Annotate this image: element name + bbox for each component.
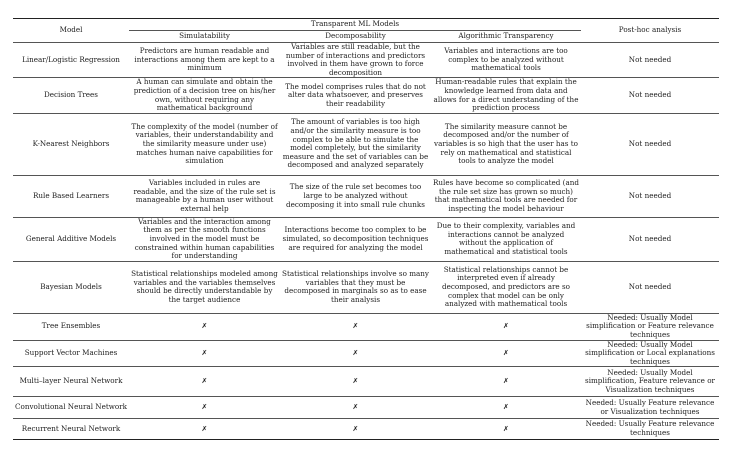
posthoc-cell: Not needed <box>581 217 719 261</box>
posthoc-cell: Not needed <box>581 78 719 113</box>
algorithmic-cell: Variables and interactions are too complex to be analyzed without mathematical tools <box>431 43 581 78</box>
model-name: Linear/Logistic Regression <box>13 43 129 78</box>
posthoc-cell: Not needed <box>581 175 719 217</box>
table-row <box>13 367 719 397</box>
header-simulatability: Simulatability <box>129 31 280 43</box>
header-transparent-models: Transparent ML Models <box>129 19 581 31</box>
cross-mark: ✗ <box>431 367 581 397</box>
model-name: Convolutional Neural Network <box>13 397 129 419</box>
cross-mark: ✗ <box>129 397 280 419</box>
simulatability-cell: Statistical relationships modeled among variables and the variables themselves should be directly understandable by the target audience <box>129 261 280 313</box>
algorithmic-cell: Human-readable rules that explain the knowledge learned from data and allows for a direct understanding of the prediction process <box>431 78 581 113</box>
simulatability-cell: Variables and the interaction among them as per the smooth functions involved in the model must be constrained within human capabilities for understanding <box>129 217 280 261</box>
decomposability-cell: The model comprises rules that do not alter data whatsoever, and preserves their readability <box>280 78 431 113</box>
model-name: Decision Trees <box>13 78 129 113</box>
table-row <box>13 397 719 419</box>
posthoc-cell: Not needed <box>581 113 719 175</box>
posthoc-cell: Needed: Usually Feature relevance techniques <box>581 418 719 440</box>
table-row <box>13 175 719 217</box>
cross-mark: ✗ <box>129 418 280 440</box>
simulatability-cell: The complexity of the model (number of variables, their understandability and the similarity measure under use) matches human naive capabilities for simulation <box>129 113 280 175</box>
table-row <box>13 217 719 261</box>
decomposability-cell: The size of the rule set becomes too large to be analyzed without decomposing it into small rule chunks <box>280 175 431 217</box>
table-row <box>13 340 719 367</box>
algorithmic-cell: Due to their complexity, variables and interactions cannot be analyzed without the application of mathematical and statistical tools <box>431 217 581 261</box>
model-name: Tree Ensembles <box>13 313 129 340</box>
posthoc-cell: Needed: Usually Model simplification or Feature relevance techniques <box>581 313 719 340</box>
decomposability-cell: Interactions become too complex to be simulated, so decomposition techniques are required for analyzing the model <box>280 217 431 261</box>
cross-mark: ✗ <box>129 340 280 367</box>
cross-mark: ✗ <box>280 340 431 367</box>
decomposability-cell: Variables are still readable, but the number of interactions and predictors involved in them have grown to force decomposition <box>280 43 431 78</box>
model-name: Bayesian Models <box>13 261 129 313</box>
cross-mark: ✗ <box>431 418 581 440</box>
header-algorithmic: Algorithmic Transparency <box>431 31 581 43</box>
cross-mark: ✗ <box>129 313 280 340</box>
model-name: General Additive Models <box>13 217 129 261</box>
model-name: Support Vector Machines <box>13 340 129 367</box>
table-row <box>13 313 719 340</box>
header-decomposability: Decomposability <box>280 31 431 43</box>
ml-transparency-table <box>13 18 719 440</box>
cross-mark: ✗ <box>280 418 431 440</box>
table-row <box>13 261 719 313</box>
model-name: Rule Based Learners <box>13 175 129 217</box>
cross-mark: ✗ <box>129 367 280 397</box>
cross-mark: ✗ <box>280 397 431 419</box>
model-name: Recurrent Neural Network <box>13 418 129 440</box>
cross-mark: ✗ <box>431 397 581 419</box>
posthoc-cell: Needed: Usually Feature relevance or Visualization techniques <box>581 397 719 419</box>
posthoc-cell: Needed: Usually Model simplification, Feature relevance or Visualization techniques <box>581 367 719 397</box>
cross-mark: ✗ <box>280 313 431 340</box>
algorithmic-cell: The similarity measure cannot be decomposed and/or the number of variables is so high that the user has to rely on mathematical and statistical tools to analyze the model <box>431 113 581 175</box>
cross-mark: ✗ <box>280 367 431 397</box>
algorithmic-cell: Statistical relationships cannot be interpreted even if already decomposed, and predictors are so complex that model can be only analyzed with mathematical tools <box>431 261 581 313</box>
model-name: Multi–layer Neural Network <box>13 367 129 397</box>
decomposability-cell: Statistical relationships involve so many variables that they must be decomposed in marginals so as to ease their analysis <box>280 261 431 313</box>
simulatability-cell: Variables included in rules are readable, and the size of the rule set is manageable by a human user without external help <box>129 175 280 217</box>
table-row <box>13 43 719 78</box>
simulatability-cell: Predictors are human readable and interactions among them are kept to a minimum <box>129 43 280 78</box>
cross-mark: ✗ <box>431 313 581 340</box>
table-row <box>13 78 719 113</box>
decomposability-cell: The amount of variables is too high and/or the similarity measure is too complex to be able to simulate the model completely, but the similarity measure and the set of variables can be decomposed and analyzed separately <box>280 113 431 175</box>
posthoc-cell: Not needed <box>581 43 719 78</box>
header-model: Model <box>13 19 129 43</box>
header-posthoc: Post-hoc analysis <box>581 19 719 43</box>
posthoc-cell: Needed: Usually Model simplification or Local explanations techniques <box>581 340 719 367</box>
algorithmic-cell: Rules have become so complicated (and the rule set size has grown so much) that mathematical tools are needed for inspecting the model behaviour <box>431 175 581 217</box>
model-name: K-Nearest Neighbors <box>13 113 129 175</box>
simulatability-cell: A human can simulate and obtain the prediction of a decision tree on his/her own, without requiring any mathematical background <box>129 78 280 113</box>
table-row <box>13 113 719 175</box>
cross-mark: ✗ <box>431 340 581 367</box>
table-row <box>13 418 719 440</box>
posthoc-cell: Not needed <box>581 261 719 313</box>
